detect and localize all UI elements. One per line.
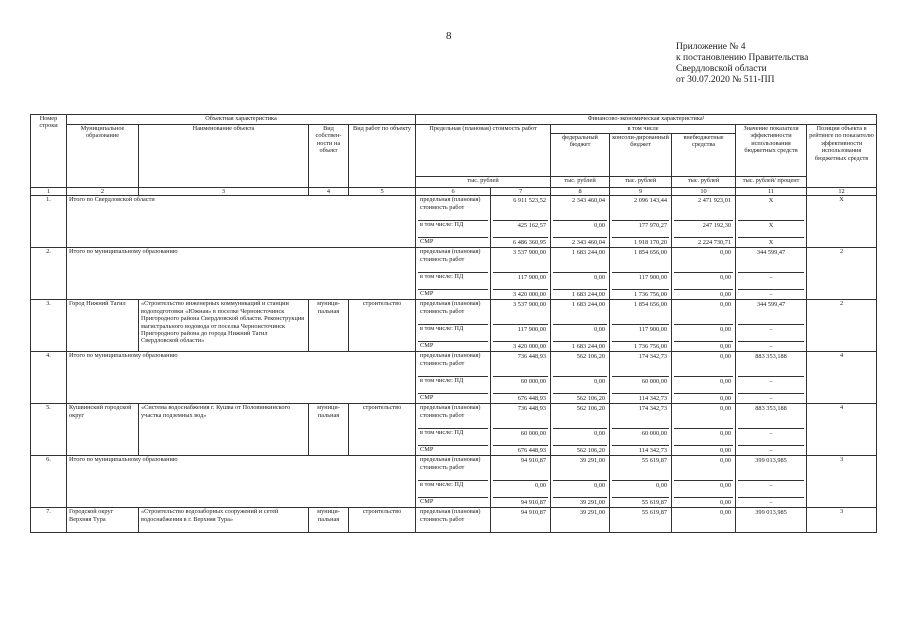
rating-position-cell: 2 (807, 248, 877, 300)
offbudget-cell-value: 0,00 (720, 291, 732, 299)
cost-type-label: предельная (плановая) стоимость работ (420, 508, 481, 523)
cost-type-label: в том числе: ПД (418, 377, 488, 394)
total-cost-cell-value: 60 000,00 (493, 377, 548, 394)
consolidated-budget-cell (610, 248, 672, 300)
offbudget-cell-value: 0,00 (674, 300, 733, 325)
cost-type-label: предельная (плановая) стоимость работ (418, 404, 488, 429)
federal-budget-cell-value: 562 106,20 (576, 395, 606, 403)
indicator-cell-value: – (738, 481, 804, 498)
header-cost: Предельная (плановая) стоимость работ (416, 125, 551, 177)
work-type-cell: строительство (349, 300, 416, 352)
federal-budget-cell-value: 2 343 460,04 (571, 239, 606, 247)
offbudget-cell-value: 0,00 (674, 248, 733, 273)
consolidated-budget-cell-value: 1 918 170,20 (633, 239, 668, 247)
table-row (31, 508, 877, 533)
total-cost-cell-value: 60 000,00 (493, 429, 548, 446)
offbudget-cell-value: 247 192,30 (674, 221, 733, 238)
column-number: 9 (610, 188, 672, 196)
federal-budget-cell-value: 0,00 (553, 325, 607, 342)
header-consolidated: консоли-дированный бюджет (610, 134, 672, 177)
header-work-type: Вид работ по объекту (349, 125, 416, 188)
indicator-cell-value: – (769, 291, 773, 299)
object-name-cell: «Строительство водозаборных сооружений и сетей водоснабжения в г. Верхняя Тура» (139, 508, 309, 533)
indicator-cell-value: – (738, 429, 804, 446)
offbudget-cell (672, 508, 736, 533)
column-number: 3 (139, 188, 309, 196)
consolidated-budget-cell-value: 1 854 656,00 (612, 300, 669, 325)
offbudget-cell (672, 456, 736, 508)
cost-type-label: СМР (420, 498, 434, 506)
indicator-cell-value: – (738, 325, 804, 342)
offbudget-cell-value: 2 471 923,01 (674, 196, 733, 221)
cost-type-label: СМР (420, 394, 434, 402)
offbudget-cell-value: 0,00 (720, 499, 732, 507)
unit-cost: тыс. рублей (416, 177, 551, 188)
federal-budget-cell (551, 508, 610, 533)
cost-type-label: в том числе: ПД (418, 429, 488, 446)
column-number: 11 (736, 188, 807, 196)
offbudget-cell-value: 0,00 (674, 481, 733, 498)
rating-position-cell: Х (807, 196, 877, 248)
total-cost-cell-value: 94 910,87 (520, 499, 547, 507)
appendix-line: к постановлению Правительства (676, 53, 809, 63)
consolidated-budget-cell-value: 117 900,00 (612, 325, 669, 342)
cost-type-labels (416, 248, 491, 300)
rating-position-cell: 3 (807, 456, 877, 508)
offbudget-cell-value: 0,00 (674, 377, 733, 394)
column-number-row (31, 188, 877, 196)
cost-type-label: предельная (плановая) стоимость работ (418, 456, 488, 481)
consolidated-budget-cell-value: 177 970,27 (612, 221, 669, 238)
column-number: 1 (31, 188, 67, 196)
object-name-cell: «Строительство инженерных коммуникаций и станции водоподготовки «Южная» в поселке Черноисточинск Пригородного района Свердловской области. Реконструкция магистрального водовода от поселка Черноисточинск Пригородного района до города Нижний Тагил Свердловской области» (139, 300, 309, 352)
consolidated-budget-cell-value: 114 342,73 (638, 395, 668, 403)
column-number: 4 (309, 188, 349, 196)
cost-type-label: в том числе: ПД (418, 221, 488, 238)
column-number: 8 (551, 188, 610, 196)
indicator-cell-value: Х (738, 221, 804, 238)
municipality-cell: Городской округ Верхняя Тура (67, 508, 139, 533)
ownership-cell: муници-пальная (309, 300, 349, 352)
indicator-cell-value: 883 353,188 (738, 352, 804, 377)
cost-type-label: СМР (420, 290, 434, 298)
consolidated-budget-cell-value: 0,00 (612, 481, 669, 498)
municipality-cell: Кушвинский городской округ (67, 404, 139, 456)
header-municipality: Муниципальное образование (67, 125, 139, 188)
data-table (30, 114, 877, 533)
federal-budget-cell (551, 456, 610, 508)
table-row (31, 196, 877, 248)
indicator-cell-value: 344 599,47 (738, 248, 804, 273)
indicator-cell (736, 352, 807, 404)
appendix-line: Свердловской области (676, 64, 767, 74)
indicator-cell (736, 508, 807, 533)
consolidated-budget-cell (610, 300, 672, 352)
cost-type-label: предельная (плановая) стоимость работ (418, 352, 488, 377)
row-title: Итого по муниципальному образованию (67, 352, 416, 404)
indicator-cell (736, 456, 807, 508)
header-object-characteristic: Объектная характеристика (67, 115, 416, 125)
consolidated-budget-cell-value: 55 619,87 (612, 456, 669, 481)
total-cost-cell-value: 94 910,87 (520, 509, 547, 517)
consolidated-budget-cell (610, 196, 672, 248)
cost-type-labels (416, 300, 491, 352)
total-cost-cell (491, 508, 551, 533)
total-cost-cell-value: 117 900,00 (493, 325, 548, 342)
consolidated-budget-cell (610, 352, 672, 404)
federal-budget-cell (551, 300, 610, 352)
indicator-cell-value: – (769, 447, 773, 455)
consolidated-budget-cell (610, 456, 672, 508)
total-cost-cell-value: 117 900,00 (493, 273, 548, 290)
appendix-line: Приложение № 4 (676, 42, 746, 52)
total-cost-cell-value: 736 448,93 (493, 352, 548, 377)
offbudget-cell (672, 196, 736, 248)
total-cost-cell-value: 736 448,93 (493, 404, 548, 429)
federal-budget-cell (551, 196, 610, 248)
total-cost-cell-value: 94 910,87 (493, 456, 548, 481)
unit-federal: тыс. рублей (551, 177, 610, 188)
federal-budget-cell-value: 0,00 (553, 429, 607, 446)
total-cost-cell-value: 425 162,57 (493, 221, 548, 238)
consolidated-budget-cell-value: 60 000,00 (612, 377, 669, 394)
cost-type-labels (416, 352, 491, 404)
offbudget-cell-value: 0,00 (674, 352, 733, 377)
column-number: 10 (672, 188, 736, 196)
cost-type-labels (416, 196, 491, 248)
total-cost-cell-value: 3 420 000,00 (512, 343, 547, 351)
federal-budget-cell-value: 39 291,00 (579, 509, 606, 517)
page-number: 8 (446, 30, 452, 42)
rating-position-cell: 2 (807, 300, 877, 352)
total-cost-cell (491, 352, 551, 404)
ownership-cell: муници-пальная (309, 508, 349, 533)
total-cost-cell-value: 3 537 900,00 (493, 248, 548, 273)
cost-type-label: СМР (420, 342, 434, 350)
federal-budget-cell-value: 1 683 244,00 (571, 291, 606, 299)
consolidated-budget-cell-value: 114 342,73 (638, 447, 668, 455)
indicator-cell-value: 883 353,188 (738, 404, 804, 429)
consolidated-budget-cell-value: 2 096 143,44 (612, 196, 669, 221)
table-header (31, 115, 877, 196)
indicator-cell (736, 300, 807, 352)
cost-type-label: предельная (плановая) стоимость работ (418, 248, 488, 273)
offbudget-cell (672, 300, 736, 352)
federal-budget-cell-value: 562 106,20 (553, 404, 607, 429)
object-name-cell: «Система водоснабжения г. Кушва от Половинкинского участка подземных вод» (139, 404, 309, 456)
indicator-cell-value: – (738, 377, 804, 394)
consolidated-budget-cell-value: 1 854 656,00 (612, 248, 669, 273)
header-object-name: Наименование объекта (139, 125, 309, 188)
total-cost-cell (491, 248, 551, 300)
cost-type-label: СМР (420, 238, 434, 246)
indicator-cell (736, 248, 807, 300)
indicator-cell-value: – (738, 273, 804, 290)
appendix-line: от 30.07.2020 № 511-ПП (676, 75, 775, 85)
offbudget-cell-value: 0,00 (720, 343, 732, 351)
column-number: 2 (67, 188, 139, 196)
unit-indicator: тыс. рублей/ процент (736, 177, 807, 188)
indicator-cell-value: 399 013,985 (738, 456, 804, 481)
header-financial-characteristic: Финансово-экономическая характеристика¹ (416, 115, 877, 125)
indicator-cell (736, 404, 807, 456)
federal-budget-cell-value: 1 683 244,00 (553, 300, 607, 325)
consolidated-budget-cell-value: 174 342,73 (612, 404, 669, 429)
column-number: 7 (491, 188, 551, 196)
offbudget-cell (672, 248, 736, 300)
cost-type-label: в том числе: ПД (418, 325, 488, 342)
federal-budget-cell-value: 39 291,00 (553, 456, 607, 481)
indicator-cell-value: – (769, 499, 773, 507)
federal-budget-cell-value: 0,00 (553, 273, 607, 290)
consolidated-budget-cell-value: 1 736 756,00 (633, 291, 668, 299)
consolidated-budget-cell-value: 60 000,00 (612, 429, 669, 446)
ownership-cell: муници-пальная (309, 404, 349, 456)
indicator-cell-value: Х (768, 239, 774, 247)
work-type-cell: строительство (349, 508, 416, 533)
federal-budget-cell-value: 0,00 (553, 481, 607, 498)
total-cost-cell-value: 676 448,93 (517, 395, 547, 403)
header-number: Номер строки (31, 115, 67, 188)
unit-consolidated: тыс. рублей (610, 177, 672, 188)
offbudget-cell-value: 0,00 (720, 395, 732, 403)
total-cost-cell (491, 404, 551, 456)
total-cost-cell-value: 0,00 (493, 481, 548, 498)
total-cost-cell-value: 676 448,93 (517, 447, 547, 455)
offbudget-cell-value: 0,00 (720, 509, 732, 517)
cost-type-label: предельная (плановая) стоимость работ (418, 196, 488, 221)
offbudget-cell-value: 0,00 (674, 404, 733, 429)
offbudget-cell-value: 0,00 (674, 456, 733, 481)
cost-type-labels (416, 404, 491, 456)
federal-budget-cell-value: 562 106,20 (553, 352, 607, 377)
federal-budget-cell-value: 1 683 244,00 (553, 248, 607, 273)
table-row (31, 300, 877, 352)
rating-position-cell: 3 (807, 508, 877, 533)
offbudget-cell (672, 404, 736, 456)
row-number: 7. (31, 508, 67, 533)
appendix-block (676, 42, 808, 86)
column-number: 6 (416, 188, 491, 196)
column-number: 5 (349, 188, 416, 196)
consolidated-budget-cell (610, 508, 672, 533)
municipality-cell: Город Нижний Тагил (67, 300, 139, 352)
indicator-cell-value: – (769, 343, 773, 351)
offbudget-cell (672, 352, 736, 404)
offbudget-cell-value: 0,00 (674, 429, 733, 446)
rating-position-cell: 4 (807, 352, 877, 404)
federal-budget-cell-value: 39 291,00 (579, 499, 606, 507)
table-body (31, 196, 877, 533)
offbudget-cell-value: 2 224 730,71 (697, 239, 732, 247)
total-cost-cell-value: 6 486 360,95 (512, 239, 547, 247)
unit-offbudget: тыс. рублей (672, 177, 736, 188)
cost-type-label: в том числе: ПД (418, 273, 488, 290)
row-number: 6. (31, 456, 67, 508)
federal-budget-cell-value: 0,00 (553, 221, 607, 238)
cost-type-labels (416, 456, 491, 508)
consolidated-budget-cell-value: 55 619,87 (641, 509, 668, 517)
cost-type-label: в том числе: ПД (418, 481, 488, 498)
federal-budget-cell-value: 0,00 (553, 377, 607, 394)
column-number: 12 (807, 188, 877, 196)
offbudget-cell-value: 0,00 (720, 447, 732, 455)
consolidated-budget-cell-value: 174 342,73 (612, 352, 669, 377)
row-title: Итого по муниципальному образованию (67, 248, 416, 300)
consolidated-budget-cell-value: 55 619,87 (641, 499, 668, 507)
header-federal: федеральный бюджет (551, 134, 610, 177)
federal-budget-cell-value: 562 106,20 (576, 447, 606, 455)
row-title: Итого по муниципальному образованию (67, 456, 416, 508)
table-row (31, 248, 877, 300)
federal-budget-cell (551, 404, 610, 456)
federal-budget-cell (551, 352, 610, 404)
offbudget-cell-value: 0,00 (674, 273, 733, 290)
work-type-cell: строительство (349, 404, 416, 456)
header-including: в том числе (551, 125, 736, 134)
cost-type-labels (416, 508, 491, 533)
total-cost-cell (491, 300, 551, 352)
row-number: 1. (31, 196, 67, 248)
header-ownership: Вид собствен-ности на объект (309, 125, 349, 188)
indicator-cell (736, 196, 807, 248)
row-number: 3. (31, 300, 67, 352)
federal-budget-cell-value: 2 343 460,04 (553, 196, 607, 221)
indicator-cell-value: – (769, 395, 773, 403)
offbudget-cell-value: 0,00 (674, 325, 733, 342)
row-title: Итого по Свердловской области (67, 196, 416, 248)
table-row (31, 404, 877, 456)
indicator-cell-value: 344 599,47 (738, 300, 804, 325)
row-number: 5. (31, 404, 67, 456)
indicator-cell-value: Х (738, 196, 804, 221)
cost-type-label: СМР (420, 446, 434, 454)
consolidated-budget-cell (610, 404, 672, 456)
row-number: 4. (31, 352, 67, 404)
indicator-cell-value: 399 013,985 (755, 509, 787, 517)
total-cost-cell-value: 6 911 523,52 (493, 196, 548, 221)
rating-position-cell: 4 (807, 404, 877, 456)
total-cost-cell (491, 456, 551, 508)
consolidated-budget-cell-value: 117 900,00 (612, 273, 669, 290)
consolidated-budget-cell-value: 1 736 756,00 (633, 343, 668, 351)
cost-type-label: предельная (плановая) стоимость работ (418, 300, 488, 325)
federal-budget-cell-value: 1 683 244,00 (571, 343, 606, 351)
header-indicator: Значение показателя эффективности использования бюджетных средств (736, 125, 807, 177)
row-number: 2. (31, 248, 67, 300)
total-cost-cell-value: 3 420 000,00 (512, 291, 547, 299)
table-row (31, 456, 877, 508)
table-row (31, 352, 877, 404)
total-cost-cell-value: 3 537 900,00 (493, 300, 548, 325)
federal-budget-cell (551, 248, 610, 300)
total-cost-cell (491, 196, 551, 248)
header-position: Позиция объекта в рейтинге по показателю эффективности использования бюджетных средств (807, 125, 877, 188)
header-offbudget: внебюджетные средства (672, 134, 736, 177)
